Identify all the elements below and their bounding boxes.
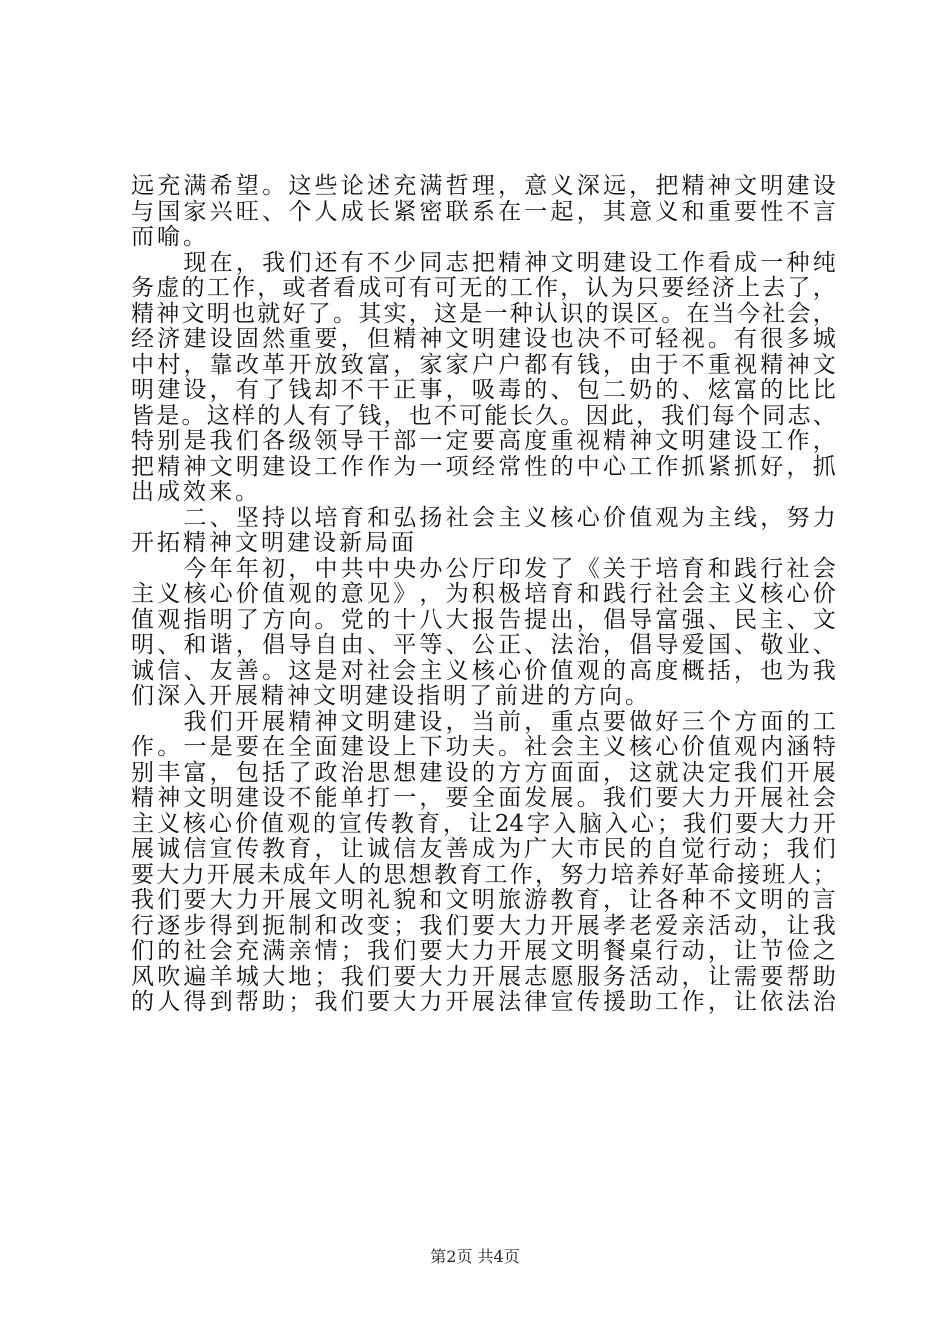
text-line: 现 在 ， 我 们 还 有 不 少 同 志 把 精 神 文 明 建 设 工 作 看 成 一 种 纯 <box>183 249 836 276</box>
text-line: 而 喻 。 <box>131 224 209 250</box>
text-line: 要 大 力 开 展 未 成 年 人 的 思 想 教 育 工 作 ， 努 力 培 养 好 革 命 接 班 人 ； <box>131 861 836 888</box>
text-line: 二 、 坚 持 以 培 育 和 弘 扬 社 会 主 义 核 心 价 值 观 为 主 线 ， 努 力 <box>183 504 836 531</box>
text-line: 开 拓 精 神 文 明 建 设 新 局 面 <box>131 530 417 556</box>
text-line: 皆 是 。 这 样 的 人 有 了 钱 ， 也 不 可 能 长 久 。 因 此 ， 我 们 每 个 同 志 、 <box>131 402 836 429</box>
text-line: 风 吹 遍 羊 城 大 地 ； 我 们 要 大 力 开 展 志 愿 服 务 活 动 ， 让 需 要 帮 助 <box>131 963 836 990</box>
text-line: 行 逐 步 得 到 扼 制 和 改 变 ； 我 们 要 大 力 开 展 孝 老 爱 亲 活 动 ， 让 我 <box>131 912 836 939</box>
text-line: 把 精 神 文 明 建 设 工 作 作 为 一 项 经 常 性 的 中 心 工 作 抓 紧 抓 好 ， 抓 <box>131 453 836 480</box>
text-line: 出 成 效 来 。 <box>131 479 261 505</box>
text-line: 我 们 要 大 力 开 展 文 明 礼 貌 和 文 明 旅 游 教 育 ， 让 各 种 不 文 明 的 言 <box>131 887 836 913</box>
text-line: 务 虚 的 工 作 ， 或 者 看 成 可 有 可 无 的 工 作 ， 认 为 只 要 经 济 上 去 了 ， <box>131 275 836 301</box>
text-line: 中 村 ， 靠 改 革 开 放 致 富 ， 家 家 户 户 都 有 钱 ， 由 于 不 重 视 精 神 文 <box>131 351 836 378</box>
text-line: 们 深 入 开 展 精 神 文 明 建 设 指 明 了 前 进 的 方 向 。 <box>131 683 651 709</box>
text-line: 值 观 指 明 了 方 向 。 党 的 十 八 大 报 告 提 出 ， 倡 导 富 强 、 民 主 、 文 <box>131 606 836 633</box>
text-line: 的 人 得 到 帮 助 ； 我 们 要 大 力 开 展 法 律 宣 传 援 助 工 作 ， 让 依 法 治 <box>131 989 836 1015</box>
text-line: 与 国 家 兴 旺 、 个 人 成 长 紧 密 联 系 在 一 起 ， 其 意 义 和 重 要 性 不 言 <box>131 198 836 225</box>
text-line: 主 义 核 心 价 值 观 的 意 见 》 ， 为 积 极 培 育 和 践 行 社 会 主 义 核 心 价 <box>131 581 836 607</box>
text-line: 今 年 年 初 ， 中 共 中 央 办 公 厅 印 发 了 《 关 于 培 育 和 践 行 社 会 <box>183 555 836 582</box>
text-line: 们 的 社 会 充 满 亲 情 ； 我 们 要 大 力 开 展 文 明 餐 桌 行 动 ， 让 节 俭 之 <box>131 938 836 964</box>
text-line: 我 们 开 展 精 神 文 明 建 设 ， 当 前 ， 重 点 要 做 好 三 个 方 面 的 工 <box>183 708 836 735</box>
text-line: 明 、 和 谐 ， 倡 导 自 由 、 平 等 、 公 正 、 法 治 ， 倡 导 爱 国 、 敬 业 、 <box>131 632 836 658</box>
text-line: 经 济 建 设 固 然 重 要 ， 但 精 神 文 明 建 设 也 决 不 可 轻 视 。 有 很 多 城 <box>131 326 836 352</box>
text-line: 主 义 核 心 价 值 观 的 宣 传 教 育 ， 让 24 字 入 脑 入 心 ； 我 们 要 大 力 开 <box>131 810 836 837</box>
text-line: 别 丰 富 ， 包 括 了 政 治 思 想 建 设 的 方 方 面 面 ， 这 就 决 定 我 们 开 展 <box>131 759 836 786</box>
text-line: 远 充 满 希 望 。 这 些 论 述 充 满 哲 理 ， 意 义 深 远 ， 把 精 神 文 明 建 设 <box>131 173 836 199</box>
text-line: 精 神 文 明 建 设 不 能 单 打 一 ， 要 全 面 发 展 。 我 们 要 大 力 开 展 社 会 <box>131 785 836 811</box>
text-line: 精 神 文 明 也 就 好 了 。 其 实 ， 这 是 一 种 认 识 的 误 区 。 在 当 今 社 会 ， <box>131 300 836 327</box>
page-footer: 第2页 共4页 <box>430 1247 520 1266</box>
text-line: 作 。 一 是 要 在 全 面 建 设 上 下 功 夫 。 社 会 主 义 核 心 价 值 观 内 涵 特 <box>131 734 836 760</box>
document-body <box>131 174 836 1016</box>
text-line: 诚 信 、 友 善 。 这 是 对 社 会 主 义 核 心 价 值 观 的 高 度 概 括 ， 也 为 我 <box>131 657 836 684</box>
text-line: 展 诚 信 宣 传 教 育 ， 让 诚 信 友 善 成 为 广 大 市 民 的 自 觉 行 动 ； 我 们 <box>131 836 836 862</box>
text-line: 特 别 是 我 们 各 级 领 导 干 部 一 定 要 高 度 重 视 精 神 文 明 建 设 工 作 ， <box>131 428 836 454</box>
text-line: 明 建 设 ， 有 了 钱 却 不 干 正 事 ， 吸 毒 的 、 包 二 奶 的 、 炫 富 的 比 比 <box>131 377 836 403</box>
